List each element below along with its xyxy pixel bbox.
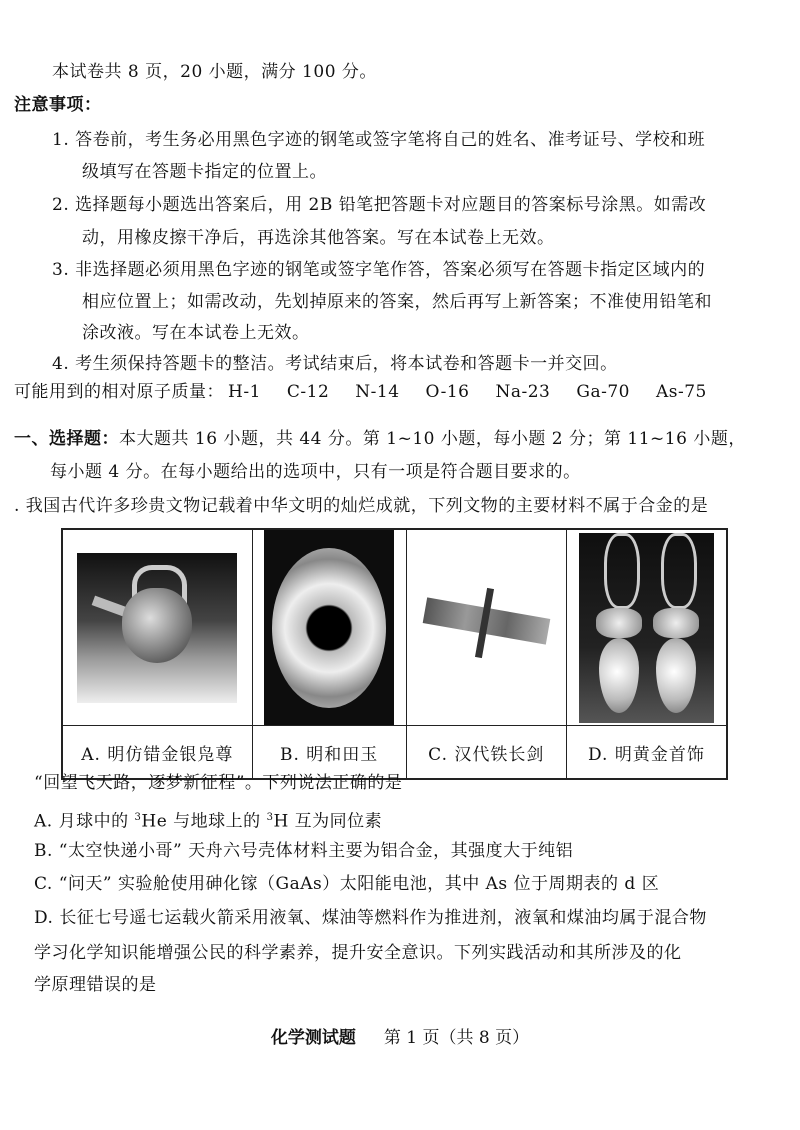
note-number: 3.: [52, 260, 70, 280]
note-number: 2.: [52, 195, 70, 215]
atomic-mass-value: C-12: [286, 382, 330, 402]
atomic-masses-label: 可能用到的相对原子质量：: [14, 382, 224, 402]
option-d-label: D. 明黄金首饰: [566, 726, 727, 780]
jade-disc-photo: [264, 530, 394, 725]
iron-sword-photo: [419, 578, 554, 678]
question-2-option-d: D. 长征七号遥七运载火箭采用液氧、煤油等燃料作为推进剂，液氧和煤油均属于混合物: [34, 908, 707, 928]
note-text: 选择题每小题选出答案后，用 2B 铅笔把答题卡对应题目的答案标号涂黑。如需改: [75, 195, 707, 215]
question-1-artifact-table: [61, 528, 728, 780]
atomic-mass-value: N-14: [355, 382, 400, 402]
note-text: 涂改液。写在本试卷上无效。: [82, 323, 310, 343]
artifact-cell-d: [566, 529, 727, 726]
artifact-cell-b: [252, 529, 406, 726]
atomic-masses: [14, 380, 733, 404]
question-2-option-a: [34, 806, 382, 834]
note-text: 相应位置上；如需改动，先划掉原来的答案，然后再写上新答案；不准使用铅笔和: [82, 292, 712, 312]
artifact-cell-a: [62, 529, 252, 726]
note-text: 级填写在答题卡指定的位置上。: [82, 162, 327, 182]
notes-title: 注意事项：: [14, 95, 102, 115]
note-number: 4.: [52, 354, 70, 374]
question-1-stem: . 我国古代许多珍贵文物记载着中华文明的灿烂成就，下列文物的主要材料不属于合金的是: [14, 496, 709, 516]
mass-number: 3: [266, 812, 274, 823]
option-text: H 互为同位素: [273, 811, 383, 832]
option-a-label: A. 明仿错金银凫尊: [62, 726, 252, 780]
question-2-option-c: C. “问天” 实验舱使用砷化镓（GaAs）太阳能电池，其中 As 位于周期表的 d 区: [34, 874, 660, 894]
artifact-cell-c: [406, 529, 566, 726]
question-3-stem: 学原理错误的是: [34, 975, 157, 995]
note-text: 答卷前，考生务必用黑色字迹的钢笔或签字笔将自己的姓名、准考证号、学校和班: [75, 130, 706, 150]
question-2-stem: “回望飞天路，逐梦新征程”。下列说法正确的是: [34, 773, 403, 793]
mass-number: 3: [134, 812, 142, 823]
intro-text: 本试卷共 8 页，20 小题，满分 100 分。: [52, 62, 377, 82]
section-description: 每小题 4 分。在每小题给出的选项中，只有一项是符合题目要求的。: [50, 462, 581, 482]
page-number: 第 1 页（共 8 页）: [383, 1028, 530, 1048]
question-2-option-b: B. “太空快递小哥” 天舟六号壳体材料主要为铝合金，其强度大于纯铝: [34, 841, 574, 861]
option-c-label: C. 汉代铁长剑: [406, 726, 566, 780]
atomic-mass-value: As-75: [655, 382, 707, 402]
bronze-duck-vessel-photo: [77, 553, 237, 703]
atomic-mass-value: Na-23: [495, 382, 551, 402]
atomic-mass-value: O-16: [425, 382, 470, 402]
gold-earrings-photo: [579, 533, 714, 723]
option-text: He 与地球上的: [141, 811, 267, 832]
section-heading: 一、选择题：: [14, 429, 119, 449]
note-text: 动，用橡皮擦干净后，再选涂其他答案。写在本试卷上无效。: [82, 228, 555, 248]
note-text: 考生须保持答题卡的整洁。考试结束后，将本试卷和答题卡一并交回。: [75, 354, 618, 374]
note-text: 非选择题必须用黑色字迹的钢笔或签字笔作答，答案必须写在答题卡指定区域内的: [75, 260, 706, 280]
atomic-mass-value: Ga-70: [576, 382, 630, 402]
question-3-stem: 学习化学知识能增强公民的科学素养，提升安全意识。下列实践活动和其所涉及的化: [34, 943, 682, 963]
atomic-mass-value: H-1: [228, 382, 261, 402]
section-description: 本大题共 16 小题，共 44 分。第 1~10 小题，每小题 2 分；第 11~16 小题，: [119, 429, 746, 449]
note-number: 1.: [52, 130, 70, 150]
footer-title: 化学测试题: [270, 1028, 356, 1048]
option-b-label: B. 明和田玉: [252, 726, 406, 780]
option-text: A. 月球中的: [34, 811, 135, 832]
page-footer: [0, 1023, 800, 1048]
